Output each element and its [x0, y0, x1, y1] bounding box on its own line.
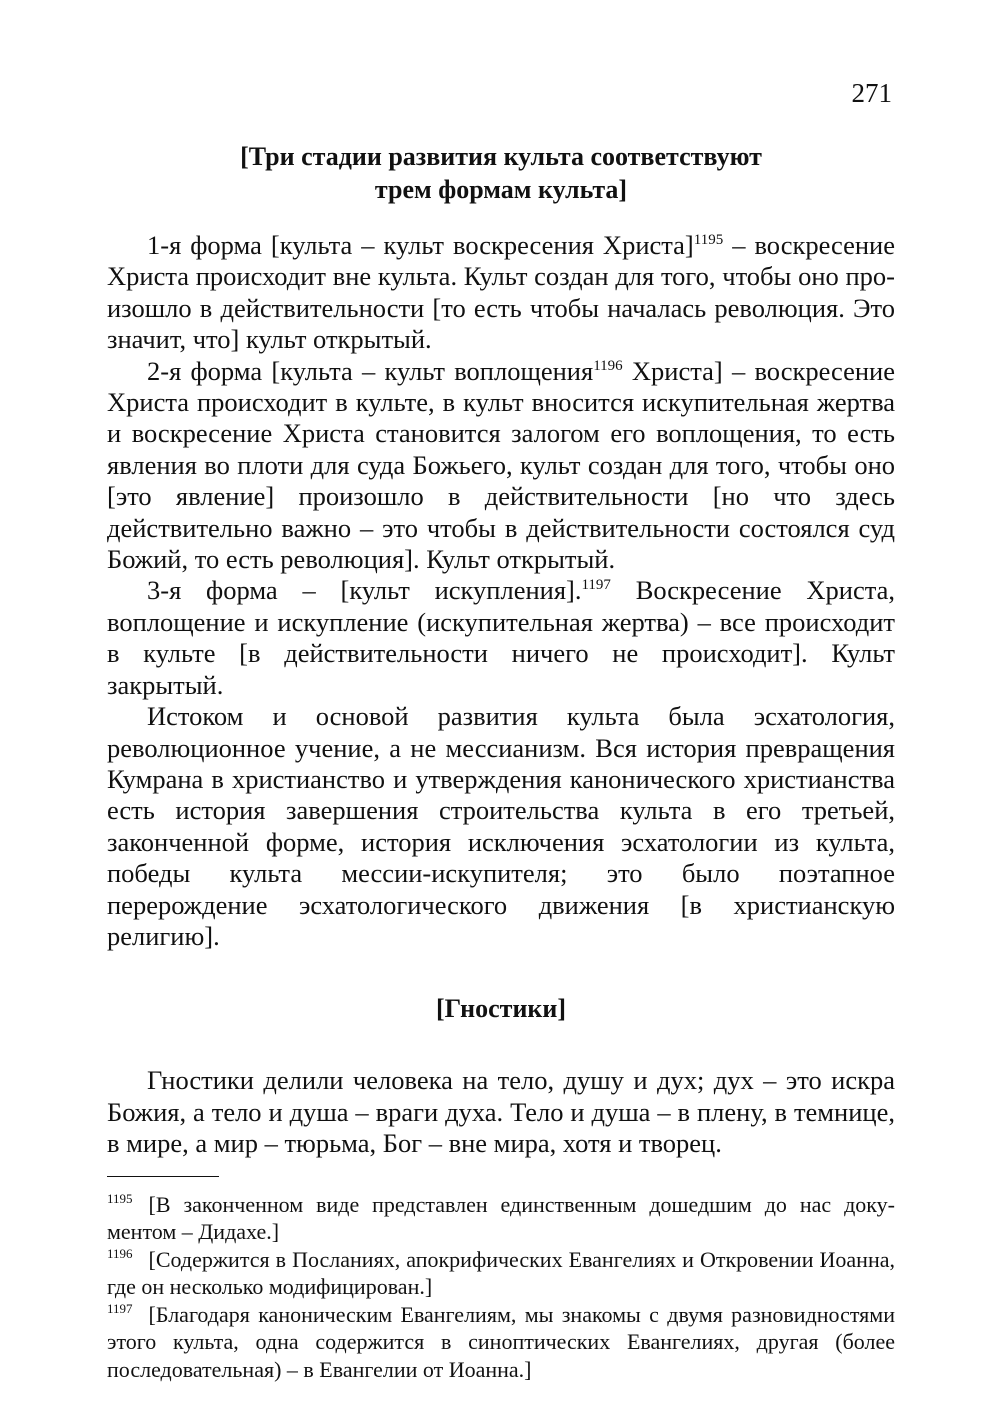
- section-heading-gnostics: [Гностики]: [435, 994, 567, 1024]
- paragraph-gnostics: Гностики делили человека на тело, душу и дух; дух – это искра Божия, а тело и душа – враги духа. Тело и душа – в плену, в темнице, в мире, а мир – тюрьма, Бог – вне мира, хотя и творец.: [107, 1065, 895, 1159]
- paragraph-text: 3-я форма – [культ искупления].: [147, 575, 582, 606]
- page-content: [107, 140, 895, 1383]
- footnote-number: 1196: [107, 1246, 133, 1262]
- paragraph-text: Истоком и основой развития культа была эсхатология, революционное учение, а не мессианизм. Вся история превращения Кумрана в христианство и утверждения канонического христианства есть история завершения строительства культа в его третьей, законченной форме, история исключения эсхатологии из культа, победы культа мессии-искупителя; это было поэтапное перерождение эсхатологического движения [в христианскую религию].: [107, 701, 895, 951]
- footnote-1197: [107, 1301, 895, 1384]
- heading-line-2: трем формам культа]: [374, 175, 628, 204]
- section-heading-cult-stages: [107, 140, 895, 206]
- paragraph-eschatology: [107, 701, 895, 952]
- paragraph-text: Воскресение Христа, воплощение и искупление (искупительная жертва) – все происходит в культе [в действительности ничего не происходит]. Культ закрытый.: [107, 575, 895, 700]
- footnote-text: [В законченном виде представлен единственным дошедшим до нас документом – Дидахе.]: [107, 1191, 895, 1245]
- footnote-number: 1195: [107, 1191, 133, 1207]
- footnote-ref-1197[interactable]: 1197: [581, 577, 611, 594]
- footnote-1195: [107, 1191, 895, 1246]
- paragraph-form-2: [107, 356, 895, 576]
- paragraph-text: – воскресение Христа происходит вне культа. Культ создан для того, чтобы оно произошло в действительности [то есть чтобы началась революция. Это значит, что] культ открытый.: [107, 230, 895, 355]
- page-number: 271: [851, 78, 892, 108]
- footnote-text: [Благодаря каноническим Евангелиям, мы знакомы с двумя разновидностями этого культа, одна содержится в синоптических Евангелиях, другая (более последовательная) – в Евангелии от Иоанна.]: [107, 1301, 895, 1382]
- heading-line-1: [Три стадии развития культа соответствуют: [240, 142, 762, 171]
- footnote-1196: [107, 1246, 895, 1301]
- paragraph-text: 2-я форма [культа – культ воплощения: [147, 355, 594, 386]
- paragraph-text: 1-я форма [культа – культ воскресения Христа]: [147, 230, 694, 260]
- footnote-text: [Содержится в Посланиях, апокрифических Евангелиях и Откровении Иоанна, где он несколько модифицирован.]: [107, 1246, 895, 1300]
- footnote-number: 1197: [107, 1301, 133, 1317]
- footnote-divider: [107, 1176, 219, 1177]
- paragraph-form-3: [107, 575, 895, 701]
- paragraph-text: Христа] – воскресение Христа происходит в культе, в культ вносится искупительная жертва и воскресение Христа становится залогом его воплощения, то есть явления во плоти для суда Божьего, культ создан для того, чтобы оно [это явление] произошло в действительности [но что здесь действительно важно – это чтобы в действительности состоялся суд Божий, то есть революция]. Культ открытый.: [107, 355, 895, 575]
- footnote-ref-1195[interactable]: 1195: [693, 232, 724, 249]
- footnote-ref-1196[interactable]: 1196: [593, 357, 623, 374]
- paragraph-form-1: [107, 230, 895, 356]
